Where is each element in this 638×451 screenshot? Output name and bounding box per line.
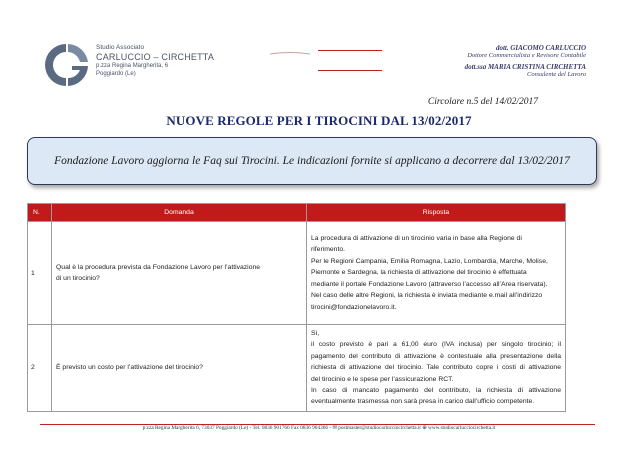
person-name-2: dott.ssa MARIA CRISTINA CIRCHETTA	[464, 63, 586, 71]
row-number: 2	[28, 325, 52, 412]
faq-table	[27, 203, 566, 412]
header-divider-red-2	[318, 70, 382, 71]
question-cell	[52, 222, 307, 325]
answer-cell	[307, 325, 566, 412]
studio-line-2: CARLUCCIO – CIRCHETTA	[96, 52, 215, 62]
table-row	[28, 325, 566, 412]
professionals-block	[426, 44, 586, 82]
answer-line: Piemonte e Sardegna, la richiesta di attivazione del tirocinio è effettuata	[311, 269, 527, 277]
answer-line: il costo previsto è pari a 61,00 euro (IVA inclusa) per singolo tirocinio; il	[311, 341, 561, 349]
answer-line: La procedura di attivazione di un tirocinio varia in base alla Regione di	[311, 235, 522, 243]
answer-line: Nel caso delle altre Regioni, la richiesta è inviata mediante e.mail all’indirizzo	[311, 292, 543, 300]
question-cell	[52, 325, 307, 412]
subtitle-callout	[27, 137, 597, 185]
person-role-1: Dottore Commercialista e Revisore Contabile	[467, 52, 586, 59]
subtitle-text: Fondazione Lavoro aggiorna le Faq sui Tirocini. Le indicazioni fornite si applicano a decorrere dal 13/02/2017	[54, 155, 570, 167]
header-number: N.	[28, 204, 52, 222]
letterhead	[0, 0, 638, 95]
answer-line: del tirocinio e le spese per l’assicurazione RCT.	[311, 375, 454, 383]
answer-line-email: tirocini@fondazionelavoro.it.	[311, 303, 397, 311]
studio-line-3: p.zza Regina Margherita, 6	[96, 63, 169, 69]
answer-line: mediante il portale Fondazione Lavoro (attraverso l’accesso all’Area riservata).	[311, 280, 548, 288]
header-question: Domanda	[52, 204, 307, 222]
answer-line: Per le Regioni Campania, Emilia Romagna, Lazio, Lombardia, Marche, Molise,	[311, 257, 548, 265]
answer-cell	[307, 222, 566, 325]
question-line: È previsto un costo per l’attivazione del tirocinio?	[56, 364, 203, 372]
header-divider-red	[318, 50, 382, 51]
answer-line: pagamento del contributo di attivazione è contestuale alla presentazione della	[311, 352, 561, 360]
studio-line-4: Poggiardo (Le)	[96, 71, 136, 77]
circular-reference: Circolare n.5 del 14/02/2017	[427, 97, 538, 107]
studio-line-1: Studio Associato	[96, 44, 145, 51]
header-answer: Risposta	[307, 204, 566, 222]
document-title: NUOVE REGOLE PER I TIROCINI DAL 13/02/2017	[166, 113, 472, 128]
answer-line: Sì,	[311, 330, 320, 337]
person-name-1: dott. GIACOMO CARLUCCIO	[495, 44, 586, 52]
question-line: Qual è la procedura prevista da Fondazione Lavoro per l’attivazione	[56, 264, 261, 271]
table-header-row	[28, 204, 566, 222]
footer-contact: p.zza Regina Margherita 6, 73037 Poggiardo (Le) - Tel. 0836 901766 Fax 0836 904366 - ✉ postmaster@studiocarlucciocirchetta.it ⊕ www.studiocarlucciocirchetta.it	[142, 425, 496, 431]
person-role-2: Consulente del Lavoro	[527, 71, 586, 78]
cg-monogram-logo-icon	[42, 40, 92, 90]
answer-line: richiesta di attivazione del tirocinio. Tale contributo copre i costi di attivazione	[311, 364, 561, 372]
answer-line: eventualmente trasmessa non sarà presa in carico dall’ufficio competente.	[311, 398, 535, 406]
table-row	[28, 222, 566, 325]
question-line: di un tirocinio?	[56, 275, 100, 282]
answer-line: riferimento.	[311, 246, 345, 254]
answer-line: In caso di mancato pagamento del contributo, la richiesta di attivazione	[311, 387, 561, 395]
row-number: 1	[28, 222, 52, 325]
decorative-swoosh-icon	[270, 52, 310, 56]
studio-name-block	[96, 44, 214, 78]
